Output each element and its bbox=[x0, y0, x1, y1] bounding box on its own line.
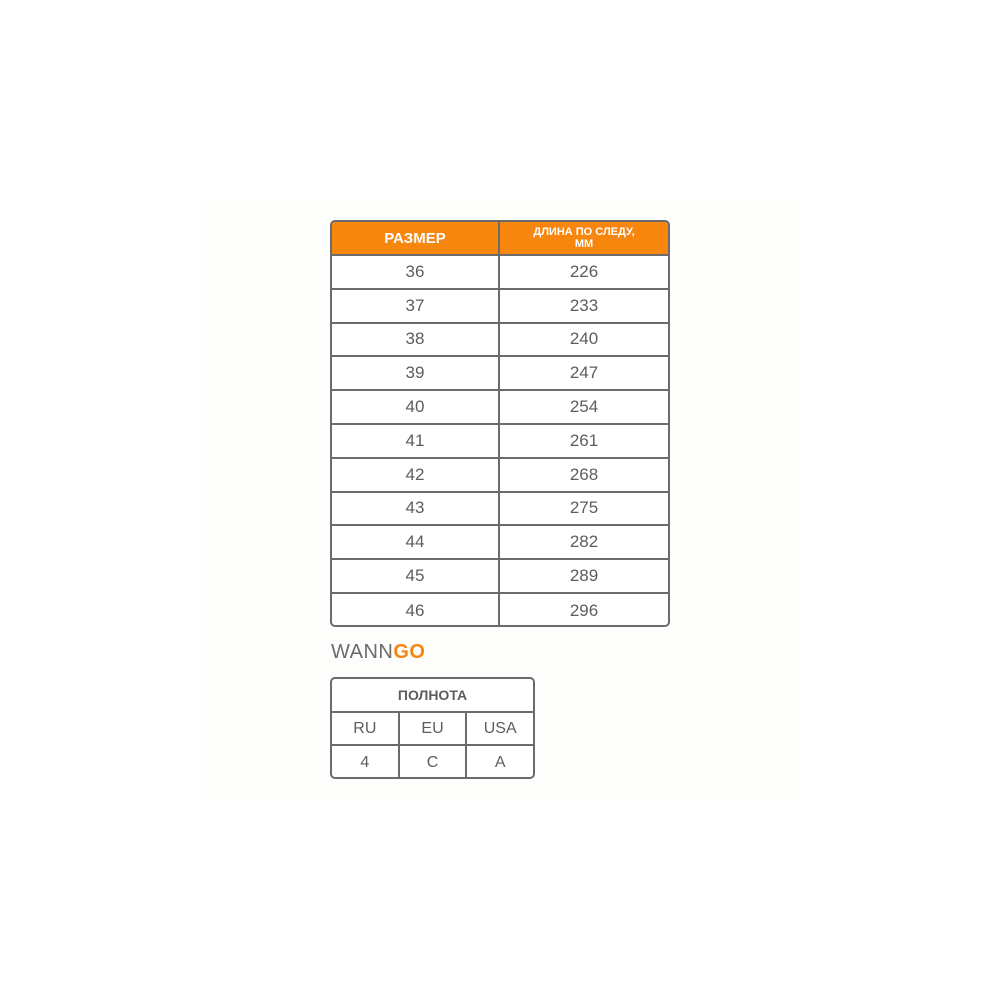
fullness-header-row bbox=[332, 713, 533, 746]
brand-logo bbox=[331, 641, 426, 664]
length-cell: 233 bbox=[569, 295, 599, 315]
size-cell: 44 bbox=[332, 526, 500, 558]
size-cell: 37 bbox=[332, 290, 500, 322]
size-cell: 45 bbox=[332, 560, 500, 592]
fullness-header-usa: USA bbox=[483, 719, 517, 737]
size-cell: 43 bbox=[332, 493, 500, 525]
header-length-line1: ДЛИНА ПО СЛЕДУ, bbox=[533, 226, 635, 238]
table-row bbox=[332, 425, 668, 459]
size-cell: 40 bbox=[332, 391, 500, 423]
length-cell: 226 bbox=[569, 261, 599, 281]
table-row bbox=[332, 357, 668, 391]
header-size: РАЗМЕР bbox=[332, 222, 500, 254]
size-cell: 41 bbox=[332, 425, 500, 457]
fullness-header-eu: EU bbox=[400, 713, 468, 744]
size-table bbox=[330, 220, 670, 627]
table-row bbox=[332, 290, 668, 324]
fullness-value-ru: 4 bbox=[332, 746, 400, 779]
fullness-value-eu: C bbox=[400, 746, 468, 779]
size-cell: 38 bbox=[332, 324, 500, 356]
fullness-header-ru: RU bbox=[332, 713, 400, 744]
fullness-title: ПОЛНОТА bbox=[332, 679, 533, 713]
length-cell: 254 bbox=[569, 397, 599, 417]
brand-logo-part1: WANN bbox=[331, 641, 394, 663]
header-length bbox=[500, 222, 668, 254]
table-row bbox=[332, 560, 668, 594]
table-row bbox=[332, 493, 668, 527]
size-cell: 39 bbox=[332, 357, 500, 389]
table-row bbox=[332, 256, 668, 290]
length-cell: 282 bbox=[569, 532, 599, 552]
table-row bbox=[332, 594, 668, 627]
table-row bbox=[332, 526, 668, 560]
size-cell: 42 bbox=[332, 459, 500, 491]
fullness-table bbox=[330, 677, 535, 779]
brand-logo-part2: GO bbox=[393, 641, 426, 663]
table-row bbox=[332, 459, 668, 493]
length-cell: 296 bbox=[569, 600, 599, 620]
table-row bbox=[332, 324, 668, 358]
length-cell: 268 bbox=[569, 464, 599, 484]
table-row bbox=[332, 391, 668, 425]
length-cell: 261 bbox=[569, 430, 599, 450]
fullness-value-row bbox=[332, 746, 533, 779]
size-table-header bbox=[332, 222, 668, 256]
size-cell: 46 bbox=[332, 594, 500, 627]
size-cell: 36 bbox=[332, 256, 500, 288]
length-cell: 275 bbox=[569, 498, 599, 518]
length-cell: 247 bbox=[569, 363, 599, 383]
length-cell: 289 bbox=[569, 566, 599, 586]
length-cell: 240 bbox=[569, 329, 599, 349]
header-length-line2: ММ bbox=[574, 238, 594, 250]
fullness-value-usa: A bbox=[494, 753, 506, 771]
